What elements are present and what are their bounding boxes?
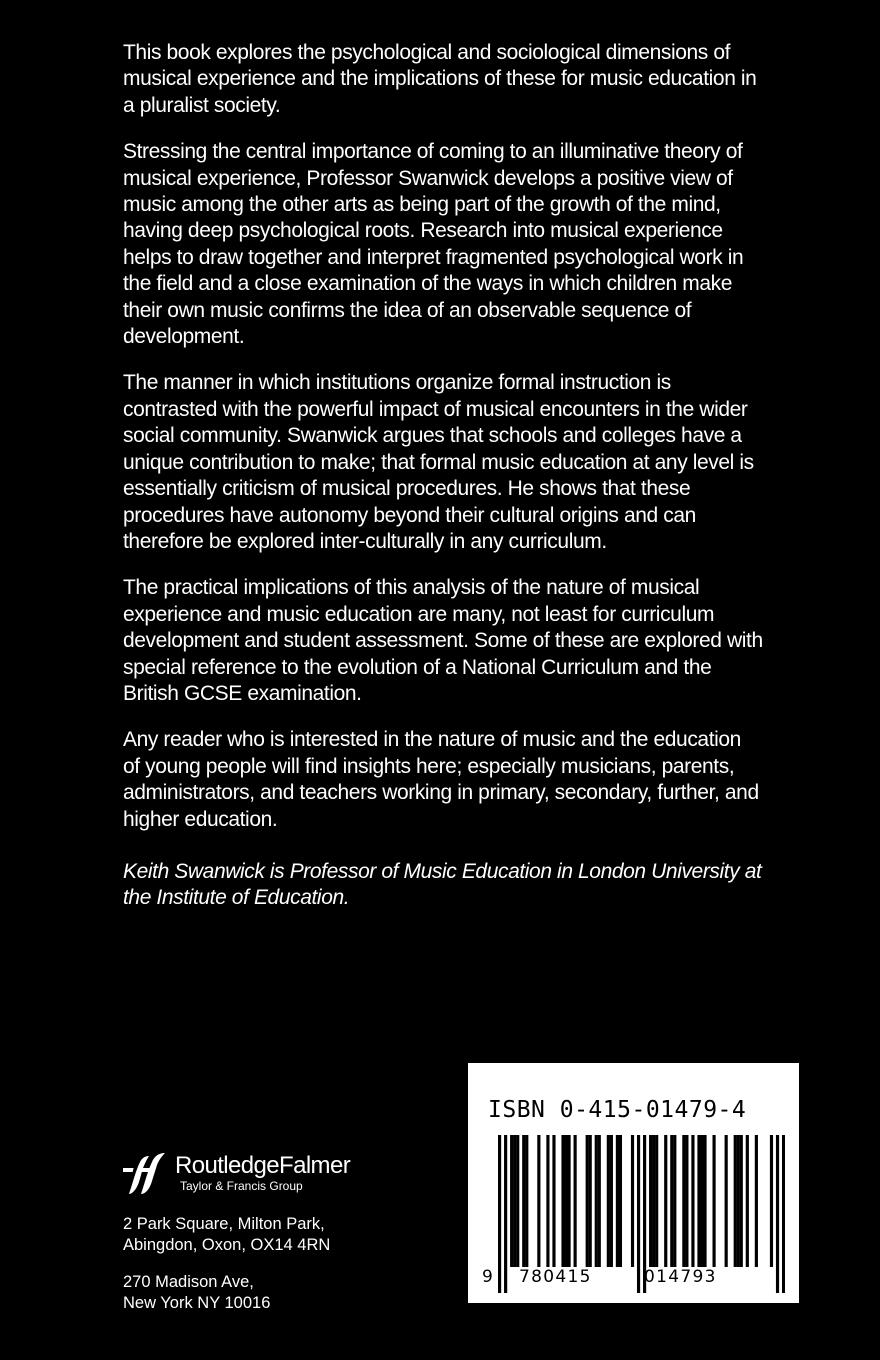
author-bio: Keith Swanwick is Professor of Music Education in London University at the Institute of Education.	[123, 859, 762, 910]
routledge-logo-icon	[123, 1148, 167, 1198]
barcode-bar	[755, 1135, 758, 1267]
barcode-bar	[652, 1135, 655, 1267]
publisher-name: RoutledgeFalmer	[175, 1152, 351, 1179]
barcode-bar	[525, 1135, 528, 1267]
barcode-bar	[637, 1135, 640, 1293]
barcode-bar	[770, 1135, 773, 1267]
barcode-bar	[691, 1135, 694, 1267]
address-us	[123, 1272, 350, 1314]
blurb-paragraph-1: This book explores the psychological and sociological dimensions of musical experience and the implications of these for music education in a pluralist society.	[123, 41, 757, 117]
barcode-bar	[673, 1135, 676, 1267]
publisher-block	[123, 1148, 350, 1314]
barcode-bar	[697, 1135, 700, 1267]
barcode-bar	[504, 1135, 507, 1293]
isbn-barcode-box	[468, 1063, 799, 1303]
barcode-bar	[564, 1135, 567, 1267]
barcode-bar	[740, 1135, 743, 1267]
barcode-bar	[607, 1135, 610, 1267]
publisher-group: Taylor & Francis Group	[180, 1179, 303, 1193]
barcode-bar	[725, 1135, 728, 1267]
barcode-bar	[552, 1135, 555, 1267]
barcode-bar	[546, 1135, 549, 1267]
barcode-bar	[782, 1135, 785, 1293]
barcode-bar	[610, 1135, 613, 1267]
address-us-text: 270 Madison Ave, New York NY 10016	[123, 1273, 271, 1312]
blurb-paragraph-4: The practical implications of this analysis of the nature of musical experience and music education are many, not least for curriculum development and student assessment. Some of these are explored with special reference to the evolution of a National Curriculum and the British GCSE examination.	[123, 576, 763, 705]
barcode-bar	[510, 1135, 513, 1267]
barcode-bar	[522, 1135, 525, 1267]
barcode-bar	[516, 1135, 519, 1267]
barcode-bar	[586, 1135, 589, 1267]
barcode-bar	[685, 1135, 688, 1267]
barcode-bar	[598, 1135, 601, 1267]
barcode-bar	[712, 1135, 715, 1267]
barcode-bar	[746, 1135, 749, 1267]
back-cover-blurb	[123, 40, 763, 932]
barcode-digits-right: 014793	[644, 1267, 717, 1287]
barcode-bar	[616, 1135, 619, 1267]
barcode-bar	[700, 1135, 703, 1267]
publisher-logo	[123, 1148, 350, 1198]
barcode-bar	[513, 1135, 516, 1267]
blurb-paragraph-5: Any reader who is interested in the nature of music and the education of young people will find insights here; especially musicians, parents, administrators, and teachers working in primary, secondary, further, and higher education.	[123, 728, 759, 831]
barcode-bar	[776, 1135, 779, 1293]
blurb-paragraph-3: The manner in which institutions organize formal instruction is contrasted with the powerful impact of musical encounters in the wider social community. Swanwick argues that schools and colleges have a unique contribution to make; that formal music education at any level is essentially criticism of musical procedures. He shows that these procedures have autonomy beyond their cultural origins and can therefore be explored inter-culturally in any curriculum.	[123, 371, 754, 553]
barcode-bar	[537, 1135, 540, 1267]
barcode-bar	[561, 1135, 564, 1267]
barcode-bar	[734, 1135, 737, 1267]
barcode-bar	[498, 1135, 501, 1293]
isbn-label: ISBN 0-415-01479-4	[488, 1097, 747, 1123]
address-uk-text: 2 Park Square, Milton Park, Abingdon, Oxon, OX14 4RN	[123, 1215, 331, 1254]
barcode-bar	[664, 1135, 667, 1267]
barcode-bar	[595, 1135, 598, 1267]
barcode-bar	[670, 1135, 673, 1267]
barcode-bar	[737, 1135, 740, 1267]
barcode-bar	[703, 1135, 706, 1267]
barcode-bar	[682, 1135, 685, 1267]
barcode-bar	[631, 1135, 634, 1267]
barcode-bar	[655, 1135, 658, 1267]
barcode-bar	[619, 1135, 622, 1267]
blurb-paragraph-2: Stressing the central importance of coming to an illuminative theory of musical experience, Professor Swanwick develops a positive view of music among the other arts as being part of the growth of the mind, having deep psychological roots. Research into musical experience helps to draw together and interpret fragmented psychological work in the field and a close examination of the ways in which children make their own music confirms the idea of an observable sequence of development.	[123, 140, 744, 349]
barcode-bar	[649, 1135, 652, 1267]
barcode-bar	[589, 1135, 592, 1267]
barcode-bar	[567, 1135, 570, 1267]
barcode-digit-first: 9	[482, 1267, 493, 1287]
barcode-bar	[574, 1135, 577, 1267]
barcode-digits-left: 780415	[519, 1267, 592, 1287]
address-uk	[123, 1214, 350, 1256]
